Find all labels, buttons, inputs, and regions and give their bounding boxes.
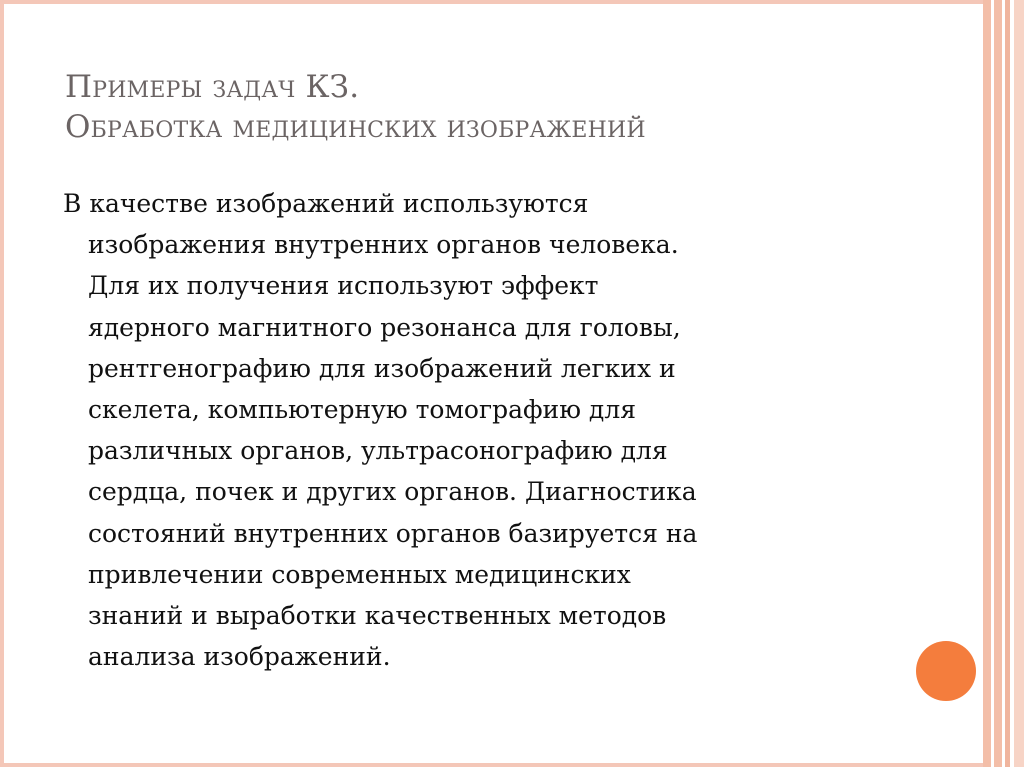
orange-accent-dot [916, 641, 976, 701]
body-text-line: привлечении современных медицинских [88, 559, 631, 589]
body-text-line: Для их получения используют эффект [88, 271, 599, 301]
slide-title [65, 67, 925, 147]
body-text-line: ядерного магнитного резонанса для головы, [88, 312, 681, 342]
slide-title-line: Обработка медицинских изображений [65, 109, 646, 145]
top-frame-line [0, 0, 983, 4]
body-text-line: сердца, почек и других органов. Диагностика [88, 477, 697, 507]
right-decorative-stripe [1005, 0, 1010, 767]
body-text-line: состояний внутренних органов базируется на [88, 518, 698, 548]
right-decorative-stripe [1014, 0, 1024, 767]
body-text-line: анализа изображений. [88, 642, 391, 672]
bottom-frame-line [0, 763, 983, 767]
body-text-line: В качестве изображений используются [63, 189, 589, 218]
body-text-line: скелета, компьютерную томографию для [88, 395, 636, 425]
slide-title-line: Примеры задач КЗ. [65, 69, 360, 105]
body-text-line: рентгенографию для изображений легких и [88, 353, 676, 383]
right-decorative-stripe [994, 0, 1002, 767]
left-frame-line [0, 0, 4, 767]
body-text-line: различных органов, ультрасонографию для [88, 436, 668, 466]
slide-body-text [63, 183, 883, 677]
right-decorative-stripe [983, 0, 991, 767]
body-text-line: изображения внутренних органов человека. [88, 230, 679, 260]
body-text-line: знаний и выработки качественных методов [88, 601, 667, 631]
